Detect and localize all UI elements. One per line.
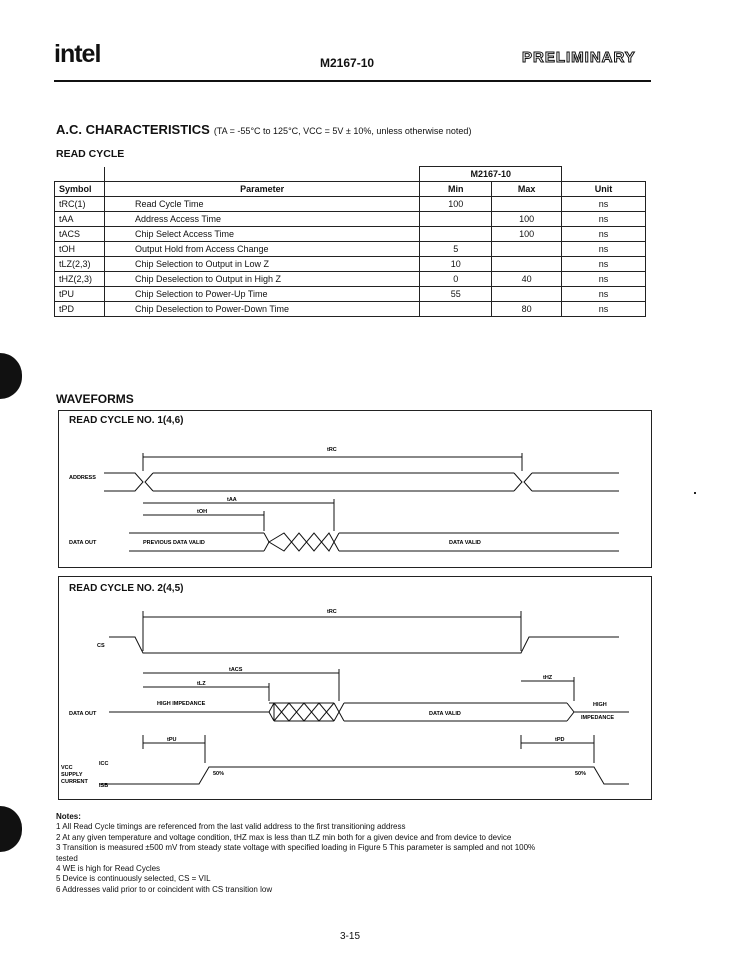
tpu-label: tPU: [167, 737, 177, 743]
read-cycle-table: [54, 166, 646, 317]
row-max: 100: [492, 227, 562, 242]
row-parameter: Chip Selection to Power-Up Time: [104, 287, 419, 302]
row-unit: ns: [562, 242, 646, 257]
notes-section: [56, 812, 535, 895]
trc-label: tRC: [327, 447, 337, 453]
thz-label: tHZ: [543, 675, 553, 681]
row-symbol: tRC(1): [55, 197, 105, 212]
impedance-label: IMPEDANCE: [581, 715, 615, 721]
trc2-label: tRC: [327, 609, 337, 615]
high-impedance-label: HIGH IMPEDANCE: [157, 701, 206, 707]
address-signal-label: ADDRESS: [69, 475, 96, 481]
col-header-min: Min: [420, 182, 492, 197]
row-parameter: Output Hold from Access Change: [104, 242, 419, 257]
row-unit: ns: [562, 302, 646, 317]
supply-label: SUPPLY: [61, 772, 83, 778]
tpd-label: tPD: [555, 737, 565, 743]
toh-label: tOH: [197, 509, 208, 515]
row-symbol: tHZ(2,3): [55, 272, 105, 287]
row-min: 0: [420, 272, 492, 287]
row-unit: ns: [562, 272, 646, 287]
table-row: [55, 287, 646, 302]
row-min: 100: [420, 197, 492, 212]
pct-right-label: 50%: [575, 771, 587, 777]
note-item: 5 Device is continuously selected, CS = VIL: [56, 874, 211, 884]
note-item: 4 WE is high for Read Cycles: [56, 864, 161, 874]
row-unit: ns: [562, 287, 646, 302]
table-row: [55, 272, 646, 287]
header-rule: [54, 80, 651, 82]
vcc-label: VCC: [61, 765, 73, 771]
notes-title: Notes:: [56, 812, 81, 821]
row-min: [420, 302, 492, 317]
note-item: 1 All Read Cycle timings are referenced from the last valid address to the first transitioning address: [56, 822, 406, 832]
row-max: 80: [492, 302, 562, 317]
data-uncertain-region: [269, 533, 334, 551]
row-parameter: Read Cycle Time: [104, 197, 419, 212]
row-unit: ns: [562, 227, 646, 242]
high-label: HIGH: [593, 702, 607, 708]
table-body: [55, 197, 646, 317]
table-row: [55, 242, 646, 257]
isb-label: ISB: [99, 783, 109, 789]
row-symbol: tPU: [55, 287, 105, 302]
ac-characteristics-title: [56, 122, 471, 137]
table-row: [55, 227, 646, 242]
tacs-label: tACS: [229, 667, 243, 673]
read-cycle-1-title: READ CYCLE NO. 1(4,6): [69, 415, 184, 426]
note-item: 3 Transition is measured ±500 mV from steady state voltage with specified loading in Figure 5 This parameter is sampled and not 100%: [56, 843, 536, 853]
row-symbol: tLZ(2,3): [55, 257, 105, 272]
taa-label: tAA: [227, 497, 237, 503]
read-cycle-2-diagram: [58, 576, 652, 800]
cs-wave: [109, 637, 619, 653]
ac-title-text: A.C. CHARACTERISTICS: [56, 122, 210, 137]
icc-label: ICC: [99, 761, 109, 767]
row-symbol: tAA: [55, 212, 105, 227]
row-unit: ns: [562, 197, 646, 212]
cycle2-uncertain-region: [274, 703, 334, 721]
cs-signal-label: CS: [97, 643, 105, 649]
col-header-unit: Unit: [562, 182, 646, 197]
row-min: [420, 227, 492, 242]
table-group-header: M2167-10: [420, 167, 562, 182]
data-valid-label-2: DATA VALID: [429, 711, 461, 717]
note-item: 2 At any given temperature and voltage condition, tHZ max is less than tLZ min both for a given device and from device to device: [56, 832, 512, 842]
row-max: [492, 287, 562, 302]
address-transition-1: [145, 473, 153, 491]
current-label: CURRENT: [61, 779, 88, 785]
read-cycle-1-waveform: [59, 411, 651, 567]
row-parameter: Chip Deselection to Output in High Z: [104, 272, 419, 287]
row-parameter: Chip Select Access Time: [104, 227, 419, 242]
row-parameter: Chip Selection to Output in Low Z: [104, 257, 419, 272]
data-out-signal-label-2: DATA OUT: [69, 711, 97, 717]
table-row: [55, 302, 646, 317]
read-cycle-2-waveform: [59, 577, 651, 799]
data-valid-label: DATA VALID: [449, 540, 481, 546]
pct-left-label: 50%: [213, 771, 225, 777]
waveforms-title: WAVEFORMS: [56, 392, 134, 406]
note-item: tested: [56, 853, 78, 863]
row-min: [420, 212, 492, 227]
row-max: [492, 257, 562, 272]
address-wave-left: [104, 473, 143, 491]
row-min: 10: [420, 257, 492, 272]
read-cycle-1-diagram: [58, 410, 652, 568]
row-unit: ns: [562, 212, 646, 227]
row-min: 5: [420, 242, 492, 257]
note-item: 6 Addresses valid prior to or coincident with CS transition low: [56, 884, 273, 894]
supply-current-wave: [99, 767, 629, 784]
read-cycle-2-title: READ CYCLE NO. 2(4,5): [69, 583, 184, 594]
row-max: 40: [492, 272, 562, 287]
row-parameter: Chip Deselection to Power-Down Time: [104, 302, 419, 317]
row-symbol: tOH: [55, 242, 105, 257]
binder-hole-top: [0, 353, 22, 399]
col-header-parameter: Parameter: [104, 182, 419, 197]
previous-data-valid-label: PREVIOUS DATA VALID: [143, 540, 205, 546]
table-row: [55, 212, 646, 227]
page-number: 3-15: [340, 931, 361, 942]
row-symbol: tPD: [55, 302, 105, 317]
data-out-signal-label: DATA OUT: [69, 540, 97, 546]
row-max: [492, 242, 562, 257]
row-max: 100: [492, 212, 562, 227]
row-max: [492, 197, 562, 212]
intel-logo: intel: [54, 40, 101, 68]
table-row: [55, 257, 646, 272]
table-row: [55, 197, 646, 212]
speck: [694, 492, 696, 494]
row-unit: ns: [562, 257, 646, 272]
ac-conditions: (TA = -55°C to 125°C, VCC = 5V ± 10%, unless otherwise noted): [213, 126, 472, 136]
col-header-max: Max: [492, 182, 562, 197]
tlz-label: tLZ: [197, 681, 206, 687]
address-transition-2: [514, 473, 522, 491]
col-header-symbol: Symbol: [55, 182, 105, 197]
row-min: 55: [420, 287, 492, 302]
read-cycle-title: READ CYCLE: [56, 148, 125, 160]
binder-hole-bottom: [0, 806, 22, 852]
preliminary-label: PRELIMINARY: [522, 49, 636, 66]
row-symbol: tACS: [55, 227, 105, 242]
row-parameter: Address Access Time: [104, 212, 419, 227]
part-number-header: M2167-10: [320, 56, 375, 70]
